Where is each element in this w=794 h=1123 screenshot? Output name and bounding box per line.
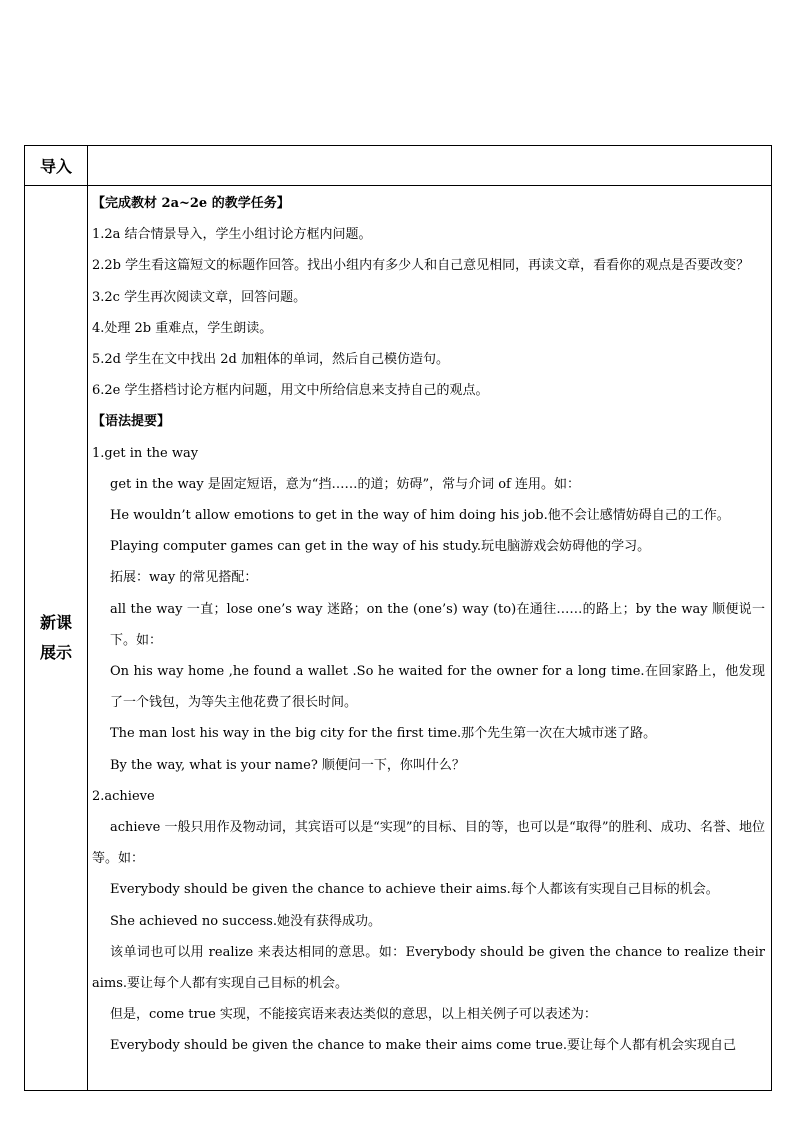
contrast-note: 但是，come true 实现，不能接宾语来表达类似的意思，以上相关例子可以表述为：: [110, 1007, 597, 1023]
task-item: 5.2d 学生在文中找出 2d 加粗体的单词，然后自己模仿造句。: [92, 352, 449, 368]
extension-collocations: all the way 一直；lose one’s way 迷路；on the (one’s) way (to)在通往……的路上；by the way 顺便说一下。如：: [110, 601, 765, 648]
grammar-definition: get in the way 是固定短语，意为“挡……的道；妨碍”，常与介词 of 连用。如：: [110, 476, 581, 492]
example-sentence: Everybody should be given the chance to make their aims come true.要让每个人都有机会实现自己: [110, 1038, 737, 1054]
task-item: 1.2a 结合情景导入，学生小组讨论方框内问题。: [92, 227, 372, 243]
task-item: 4.处理 2b 重难点，学生朗读。: [92, 320, 273, 336]
grammar-definition: achieve 一般只用作及物动词，其宾语可以是“实现”的目标、目的等，也可以是“取得”的胜利、成功、名誉、地位等。如：: [92, 820, 765, 867]
task-item: 2.2b 学生看这篇短文的标题作回答。找出小组内有多少人和自己意见相同，再读文章，看看你的观点是否要改变？: [92, 258, 750, 274]
example-sentence: He wouldn’t allow emotions to get in the way of him doing his job.他不会让感情妨碍自己的工作。: [110, 508, 730, 524]
example-sentence: Playing computer games can get in the way of his study.玩电脑游戏会妨碍他的学习。: [110, 539, 651, 555]
example-sentence: The man lost his way in the big city for the first time.那个先生第一次在大城市迷了路。: [110, 726, 657, 742]
extension-title: 拓展：way 的常见搭配：: [110, 570, 258, 586]
lesson-plan-table: [24, 145, 772, 1091]
main-label-line2: 展示: [39, 643, 72, 662]
section-heading-grammar: 【语法提要】: [92, 414, 171, 430]
grammar-point-title: 2.achieve: [92, 788, 155, 804]
synonym-note: 该单词也可以用 realize 来表达相同的意思。如：Everybody should be given the chance to realize their aims.要让每个人都有实现自己目标的机会。: [92, 944, 765, 992]
main-label-line1: 新课: [39, 613, 72, 632]
intro-content-cell: [88, 146, 772, 186]
main-row: [25, 186, 772, 1091]
intro-row: [25, 146, 772, 186]
main-content-cell: [88, 186, 772, 1091]
grammar-point-title: 1.get in the way: [92, 445, 199, 461]
intro-label: 导入: [25, 146, 88, 186]
task-item: 6.2e 学生搭档讨论方框内问题，用文中所给信息来支持自己的观点。: [92, 383, 489, 399]
main-label: [25, 186, 88, 1091]
example-sentence: On his way home ,he found a wallet .So he waited for the owner for a long time.在回家路上，他发现了一个钱包，为等失主他花费了很长时间。: [110, 664, 765, 711]
example-sentence: She achieved no success.她没有获得成功。: [110, 913, 381, 929]
example-sentence: Everybody should be given the chance to achieve their aims.每个人都该有实现自己目标的机会。: [110, 882, 719, 898]
section-heading-tasks: 【完成教材 2a~2e 的教学任务】: [92, 196, 290, 211]
example-sentence: By the way, what is your name? 顺便问一下，你叫什么？: [110, 757, 465, 773]
task-item: 3.2c 学生再次阅读文章，回答问题。: [92, 289, 307, 305]
